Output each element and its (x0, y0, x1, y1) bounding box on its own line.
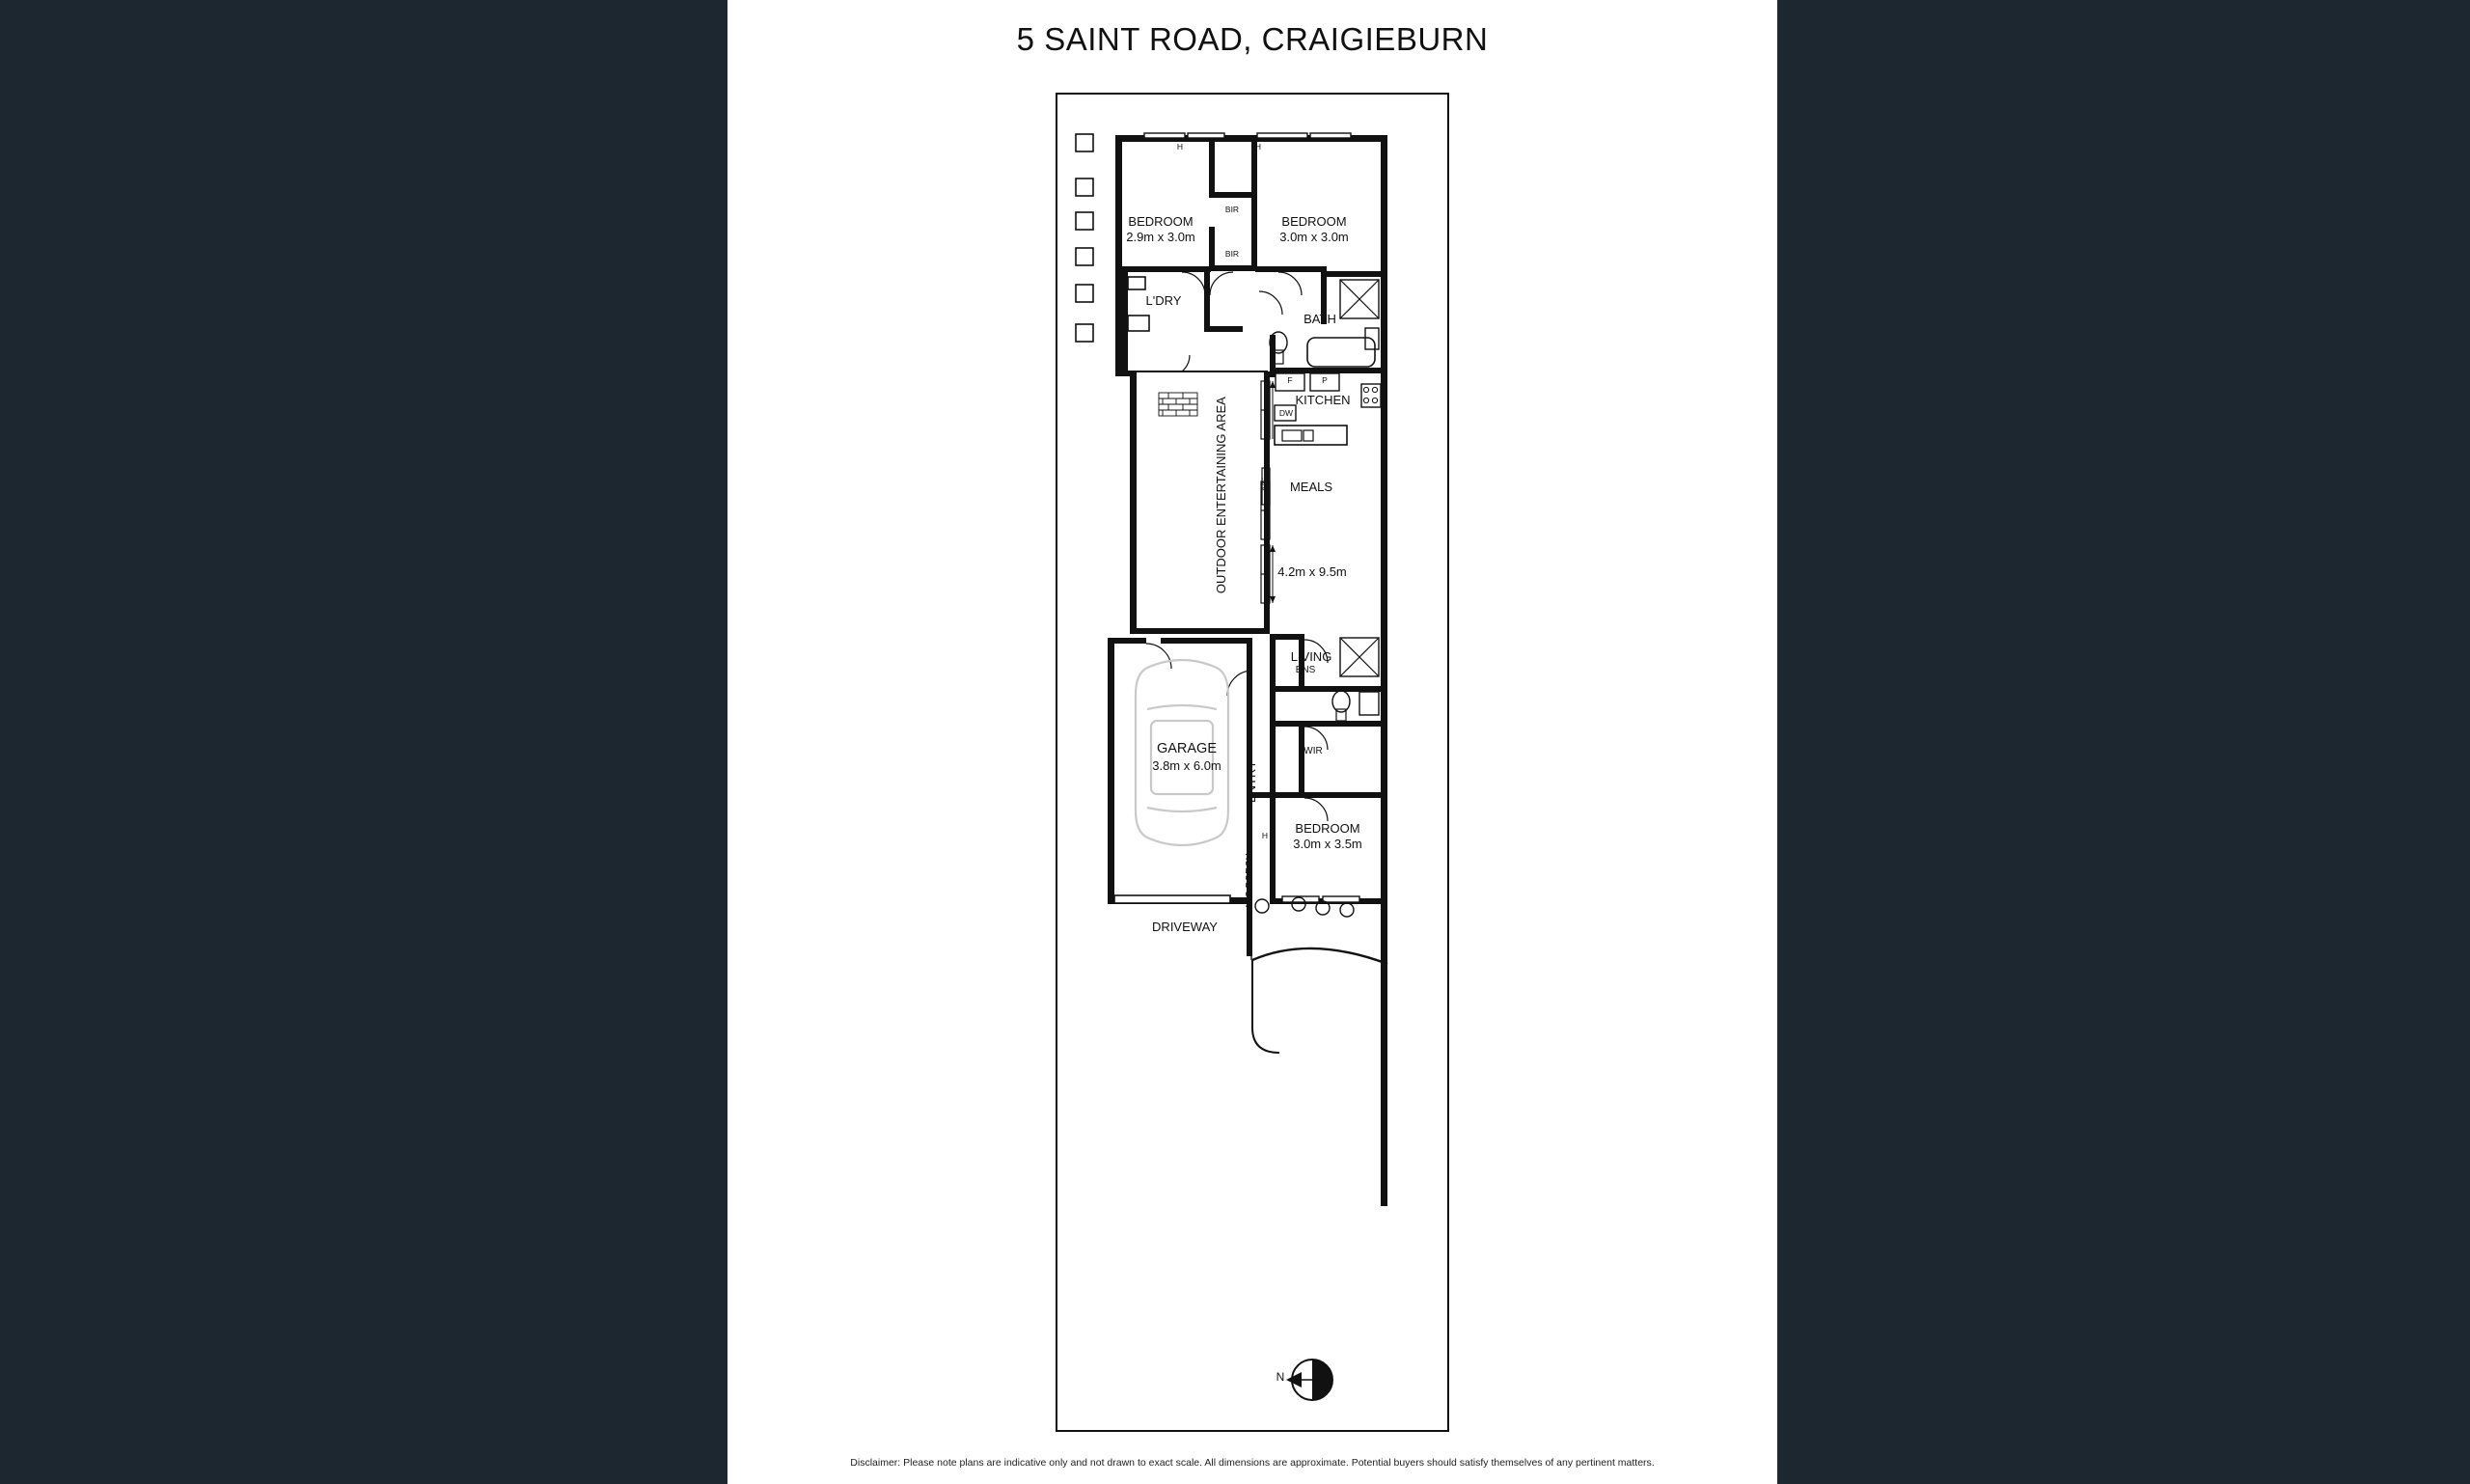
room-label-bedroom-front-left: BEDROOM 2.9m x 3.0m (1126, 214, 1195, 245)
annotation-fridge: F (1287, 375, 1293, 385)
compass-north-label: N (1276, 1370, 1285, 1384)
annotation-highlight-3: H (1261, 831, 1269, 840)
annotation-highlight-2: H (1254, 142, 1262, 151)
room-label-bathroom: BATH (1304, 312, 1336, 326)
room-label-kitchen: KITCHEN (1295, 393, 1351, 407)
annotation-air-conditioner: A/C (1259, 478, 1270, 492)
room-label-undercover-porch: U/C PORCH (1244, 853, 1255, 908)
room-label-driveway: DRIVEWAY (1152, 920, 1218, 934)
annotation-highlight-1: H (1176, 142, 1184, 151)
compass-rose (1274, 1351, 1341, 1409)
room-label-laundry: L'DRY (1145, 293, 1182, 308)
room-label-meals: MEALS (1289, 480, 1333, 494)
room-label-living: LIVING (1290, 649, 1332, 664)
room-label-bedroom-front-right: BEDROOM 3.0m x 3.0m (1279, 214, 1349, 245)
disclaimer-text: Disclaimer: Please note plans are indicative only and not drawn to exact scale. All dimensions are approximate. Potential buyers should satisfy themselves of any pertinent matters. (850, 1457, 1655, 1469)
page-title: 5 SAINT ROAD, CRAIGIEBURN (1016, 21, 1489, 57)
room-dims-meals: 4.2m x 9.5m (1277, 564, 1347, 579)
annotation-dishwasher: DW (1278, 408, 1294, 418)
room-label-ensuite: ENS (1295, 665, 1316, 675)
annotation-bir-2: BIR (1224, 249, 1240, 259)
room-label-garage: GARAGE 3.8m x 6.0m (1152, 741, 1221, 774)
room-label-bedroom-master: BEDROOM 3.0m x 3.5m (1293, 821, 1362, 852)
room-label-entry: ENTRY (1243, 760, 1258, 804)
room-label-walk-in-robe: WIR (1304, 746, 1323, 756)
floorplan-drawing (1055, 92, 1450, 1433)
room-label-outdoor-entertaining-area: OUTDOOR ENTERTAINING AREA (1213, 397, 1228, 594)
floorplan-page (727, 0, 1777, 1484)
annotation-pantry-label: P (1322, 375, 1328, 385)
annotation-bir-1: BIR (1224, 205, 1240, 214)
